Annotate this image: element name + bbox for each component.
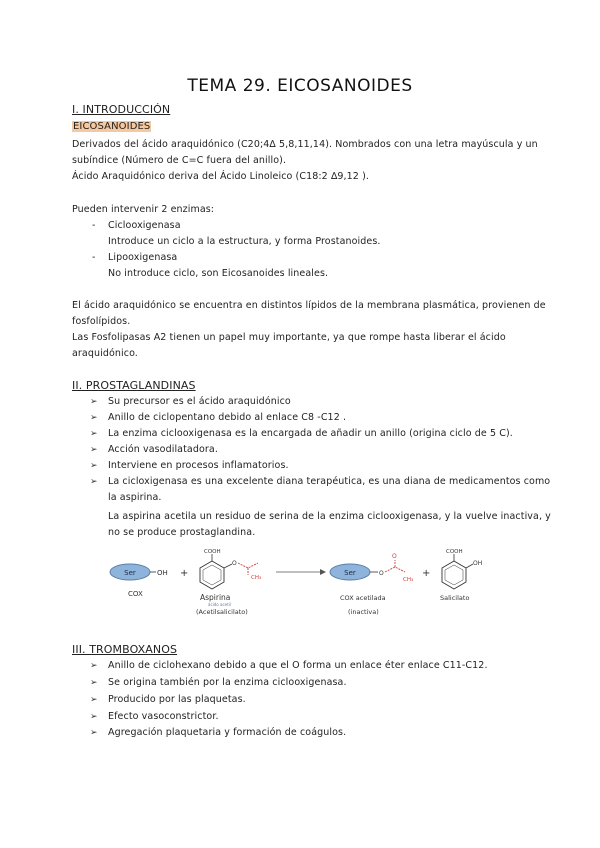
aspirin-molecule	[200, 549, 261, 589]
ch3-label: CH₃	[251, 575, 262, 581]
bullet-item: Anillo de ciclopentano debido al enlace C8 -C12 .	[108, 412, 347, 423]
enzyme-desc: No introduce ciclo, son Eicosanoides lineales.	[108, 268, 329, 279]
paragraph-line: La aspirina acetila un residuo de serina de la enzima ciclooxigenasa, y la vuelve inactiva, y	[108, 511, 551, 522]
bullet-item: La enzima ciclooxigenasa es la encargada de añadir un anillo (origina ciclo de 5 C).	[108, 428, 513, 439]
arrow-bullet-icon: ➢	[90, 461, 98, 471]
section-heading-tromboxanos: III. TROMBOXANOS	[72, 643, 178, 656]
arrow-bullet-icon: ➢	[90, 429, 98, 439]
bullet-item: La cicloxigenasa es una excelente diana terapéutica, es una diana de medicamentos como	[108, 476, 551, 487]
label-cox: COX	[128, 590, 143, 598]
salicylate-molecule	[442, 549, 482, 589]
bullet-item: Agregación plaquetaria y formación de coágulos.	[108, 727, 347, 738]
aspirin-reaction-figure	[100, 545, 520, 620]
label-acido: ácido acetil	[208, 602, 231, 607]
oh-label: OH	[473, 560, 483, 567]
highlighted-text: EICOSANOIDES	[73, 121, 151, 132]
svg-text:O: O	[232, 560, 237, 567]
ser-label: Ser	[344, 569, 356, 577]
paragraph-line: Pueden intervenir 2 enzimas:	[72, 204, 215, 215]
dash-marker: -	[92, 252, 96, 263]
label-cox-acetilada: COX acetilada	[340, 594, 386, 602]
cooh-label: COOH	[204, 549, 221, 555]
enzyme-name: Ciclooxigenasa	[108, 220, 181, 231]
svg-text:O: O	[379, 570, 384, 577]
bullet-item: Interviene en procesos inflamatorios.	[108, 460, 289, 471]
bullet-item: Acción vasodilatadora.	[108, 444, 218, 455]
paragraph-line: Las Fosfolipasas A2 tienen un papel muy importante, ya que rompe hasta liberar el ácido	[72, 332, 506, 343]
paragraph-line: fosfolípidos.	[72, 316, 131, 327]
oh-label: OH	[157, 569, 168, 577]
ser-label: Ser	[124, 569, 136, 577]
ch3-label: CH₃	[403, 577, 414, 583]
subheading-eicosanoides	[72, 119, 151, 135]
arrow-bullet-icon: ➢	[90, 661, 98, 671]
arrow-bullet-icon: ➢	[90, 728, 98, 738]
paragraph-line: subíndice (Número de C=C fuera del anillo).	[72, 155, 287, 166]
bullet-item: Efecto vasoconstrictor.	[108, 711, 219, 722]
cooh-label: COOH	[446, 549, 463, 555]
arrow-bullet-icon: ➢	[90, 413, 98, 423]
bullet-item: Anillo de ciclohexano debido a que el O forma un enlace éter enlace C11-C12.	[108, 660, 488, 671]
paragraph-line: araquidónico.	[72, 348, 138, 359]
label-aspirina: Aspirina	[200, 593, 231, 602]
arrow-bullet-icon: ➢	[90, 445, 98, 455]
page-title: TEMA 29. EICOSANOIDES	[187, 76, 413, 96]
arrow-bullet-icon: ➢	[90, 678, 98, 688]
section-heading-prostaglandinas: II. PROSTAGLANDINAS	[72, 379, 196, 392]
label-inactiva: (inactiva)	[348, 608, 379, 616]
arrow-bullet-icon: ➢	[90, 397, 98, 407]
paragraph-line: no se produce prostaglandina.	[108, 527, 256, 538]
enzyme-desc: Introduce un ciclo a la estructura, y forma Prostanoides.	[108, 236, 381, 247]
dash-marker: -	[92, 220, 96, 231]
bullet-item: Producido por las plaquetas.	[108, 694, 246, 705]
bullet-item: Se origina también por la enzima ciclooxigenasa.	[108, 677, 347, 688]
label-salicilato: Salicilato	[440, 594, 470, 602]
paragraph-line: Ácido Araquidónico deriva del Ácido Linoleico (C18:2 ∆9,12 ).	[72, 171, 369, 182]
enzyme-name: Lipooxigenasa	[108, 252, 178, 263]
label-acetilsalicilato: (Acetilsalicilato)	[196, 608, 248, 616]
plus-sign: +	[180, 568, 189, 579]
plus-sign: +	[422, 568, 431, 579]
arrow-bullet-icon: ➢	[90, 695, 98, 705]
svg-text:O: O	[392, 553, 397, 560]
bullet-continuation: la aspirina.	[108, 492, 162, 503]
bullet-item: Su precursor es el ácido araquidónico	[108, 396, 291, 407]
paragraph-line: El ácido araquidónico se encuentra en distintos lípidos de la membrana plasmática, provienen de	[72, 300, 546, 311]
arrow-bullet-icon: ➢	[90, 712, 98, 722]
arrow-bullet-icon: ➢	[90, 477, 98, 487]
section-heading-introduccion: I. INTRODUCCIÓN	[72, 103, 171, 116]
paragraph-line: Derivados del ácido araquidónico (C20;4∆ 5,8,11,14). Nombrados con una letra mayúscula y un	[72, 139, 538, 150]
